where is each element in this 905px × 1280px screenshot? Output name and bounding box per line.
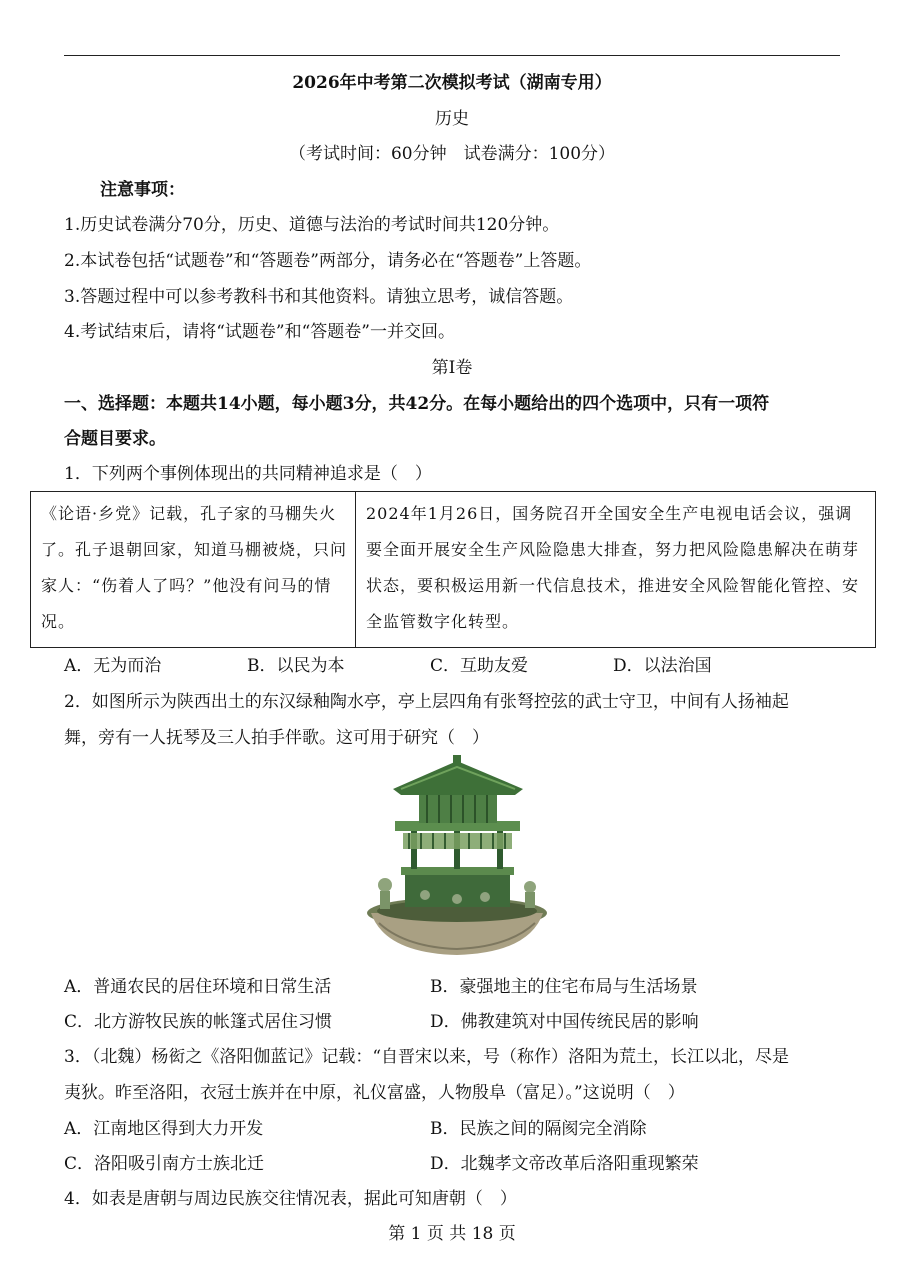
question-3-stem: 3．（北魏）杨衒之《洛阳伽蓝记》记载：“自晋宋以来，号（称作）洛阳为荒土，长江以北，尽是: [64, 1047, 790, 1067]
question-3-stem-cont: 夷狄。昨至洛阳，衣冠士族并在中原，礼仪富盛，人物殷阜（富足）。”这说明（ ）: [64, 1083, 685, 1103]
table-cell-right: 2024年1月26日，国务院召开全国安全生产电视电话会议，强调要全面开展安全生产风险隐患大排查，努力把风险隐患解决在萌芽状态，要积极运用新一代信息技术，推进安全风险智能化管控、安全监管数字化转型。: [356, 492, 876, 648]
notice-item: 4.考试结束后，请将“试题卷”和“答题卷”一并交回。: [64, 322, 455, 342]
q3-option-b: B．民族之间的隔阂完全消除: [430, 1119, 647, 1139]
question-1-table: [30, 491, 876, 648]
q1-option-d: D．以法治国: [613, 656, 712, 676]
question-4-stem: 4．如表是唐朝与周边民族交往情况表，据此可知唐朝（ ）: [64, 1189, 517, 1209]
notice-item: 2.本试卷包括“试题卷”和“答题卷”两部分，请务必在“答题卷”上答题。: [64, 251, 592, 271]
green-glazed-pottery-pavilion-image: [365, 755, 550, 960]
q2-option-c: C．北方游牧民族的帐篷式居住习惯: [64, 1012, 333, 1032]
notice-item: 1.历史试卷满分70分，历史、道德与法治的考试时间共120分钟。: [64, 215, 560, 235]
table-cell-left: 《论语·乡党》记载，孔子家的马棚失火了。孔子退朝回家，知道马棚被烧，只问家人：“伤着人了吗？”他没有问马的情况。: [31, 492, 356, 648]
notice-item: 3.答题过程中可以参考教科书和其他资料。请独立思考，诚信答题。: [64, 287, 574, 307]
q2-option-a: A．普通农民的居住环境和日常生活: [64, 977, 332, 997]
exam-title: 2026年中考第二次模拟考试（湖南专用）: [292, 73, 612, 93]
q3-option-c: C．洛阳吸引南方士族北迁: [64, 1154, 265, 1174]
q2-option-b: B．豪强地主的住宅布局与生活场景: [430, 977, 698, 997]
q3-option-a: A．江南地区得到大力开发: [64, 1119, 264, 1139]
section-heading: 一、选择题：本题共14小题，每小题3分，共42分。在每小题给出的四个选项中，只有一项符: [64, 394, 770, 414]
q3-option-d: D．北魏孝文帝改革后洛阳重现繁荣: [430, 1154, 699, 1174]
page-number: 第 1 页 共 18 页: [388, 1224, 516, 1244]
q1-option-a: A．无为而治: [64, 656, 162, 676]
question-2-stem: 2．如图所示为陕西出土的东汉绿釉陶水亭，亭上层四角有张弩控弦的武士守卫，中间有人扬袖起: [64, 692, 789, 712]
section-heading-cont: 合题目要求。: [64, 429, 166, 449]
question-1-stem: 1．下列两个事例体现出的共同精神追求是（ ）: [64, 464, 432, 484]
volume-label: 第Ⅰ卷: [431, 358, 473, 378]
exam-info: （考试时间：60分钟 试卷满分：100分）: [288, 144, 616, 164]
notice-heading: 注意事项：: [100, 180, 185, 200]
q1-option-b: B．以民为本: [247, 656, 345, 676]
question-2-stem-cont: 舞，旁有一人抚琴及三人拍手伴歌。这可用于研究（ ）: [64, 728, 489, 748]
top-divider: [64, 55, 840, 56]
subject-title: 历史: [435, 109, 469, 129]
q1-option-c: C．互助友爱: [430, 656, 529, 676]
q2-option-d: D．佛教建筑对中国传统民居的影响: [430, 1012, 699, 1032]
